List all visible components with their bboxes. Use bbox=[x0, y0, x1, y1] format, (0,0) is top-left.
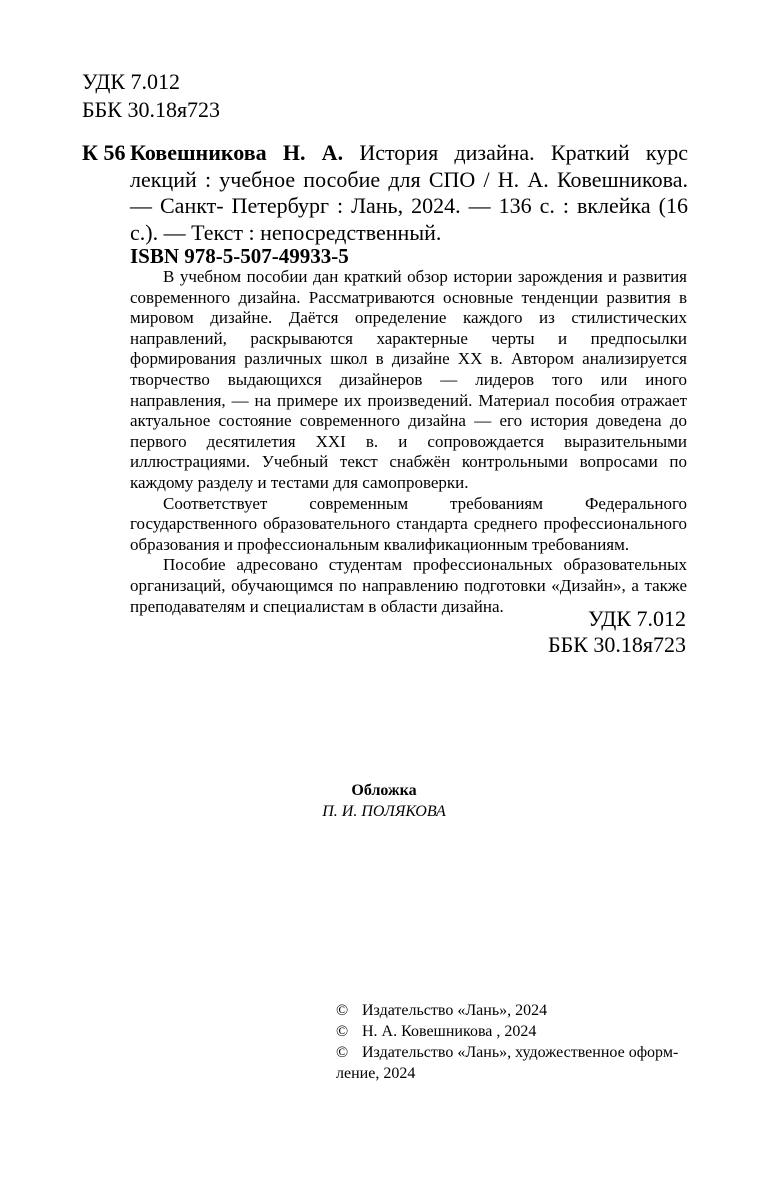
annotation-paragraph: Соответствует современным требованиям Федерального государственного образовательного стандарта среднего профессионального образования и профессиональным квалификационным требованиям. bbox=[130, 493, 687, 554]
bottom-classification-codes bbox=[520, 606, 686, 658]
top-classification-codes bbox=[82, 68, 220, 124]
copyright-text: Издательство «Лань», художественное оформ- bbox=[362, 1044, 679, 1061]
copyright-text: Издательство «Лань», 2024 bbox=[362, 1002, 548, 1019]
copyright-block bbox=[336, 1000, 694, 1084]
copyright-continuation: ление, 2024 bbox=[336, 1065, 416, 1082]
annotation-paragraph: Пособие адресовано студентам профессиональных образовательных организаций, обучающимся по направлению подготовки «Дизайн», а также преподавателям и специалистам в области дизайна. bbox=[130, 555, 687, 616]
copyright-line bbox=[336, 1042, 694, 1063]
copyright-line bbox=[336, 1021, 694, 1042]
copyright-icon: © bbox=[336, 1002, 349, 1019]
copyright-icon: © bbox=[336, 1044, 349, 1061]
udk-code: УДК 7.012 bbox=[82, 69, 181, 94]
bbk-code: ББК 30.18я723 bbox=[547, 632, 686, 657]
copyright-icon: © bbox=[336, 1023, 349, 1040]
cover-credit bbox=[300, 780, 468, 822]
author-mark: К 56 bbox=[82, 140, 126, 165]
annotation bbox=[130, 267, 687, 617]
title-description: История дизайна. Краткий курс лекций : учебное пособие для СПО / Н. А. Ковешникова. — Санкт- Петербург : Лань, 2024. — 136 с. : вклейка (16 с.). — Текст : непосредственный. bbox=[130, 140, 689, 245]
bibliographic-description bbox=[130, 140, 688, 246]
copyright-line bbox=[336, 1000, 694, 1021]
udk-code: УДК 7.012 bbox=[587, 606, 686, 631]
bibliographic-entry bbox=[82, 140, 688, 246]
cover-label: Обложка bbox=[351, 782, 417, 799]
annotation-paragraph: В учебном пособии дан краткий обзор истории зарождения и развития современного дизайна. Рассматриваются основные тенденции развития в мировом дизайне. Даётся определение каждого из стилистических направлений, раскрываются характерные черты и предпосылки формирования различных школ в дизайне XX в. Автором анализируется творчество выдающихся дизайнеров — лидеров того или иного направления, — на примере их произведений. Материал пособия отражает актуальное состояние современного дизайна — его история доведена до первого десятилетия XXI в. и сопровождается выразительными иллюстрациями. Учебный текст снабжён контрольными вопросами по каждому разделу и тестами для самопроверки. bbox=[130, 267, 687, 492]
copyright-text: Н. А. Ковешникова , 2024 bbox=[362, 1023, 537, 1040]
isbn: ISBN 978-5-507-49933-5 bbox=[130, 244, 349, 268]
author-name: Ковешникова Н. А. bbox=[130, 140, 344, 165]
bbk-code: ББК 30.18я723 bbox=[82, 97, 221, 122]
cover-designer: П. И. ПОЛЯКОВА bbox=[322, 803, 446, 820]
